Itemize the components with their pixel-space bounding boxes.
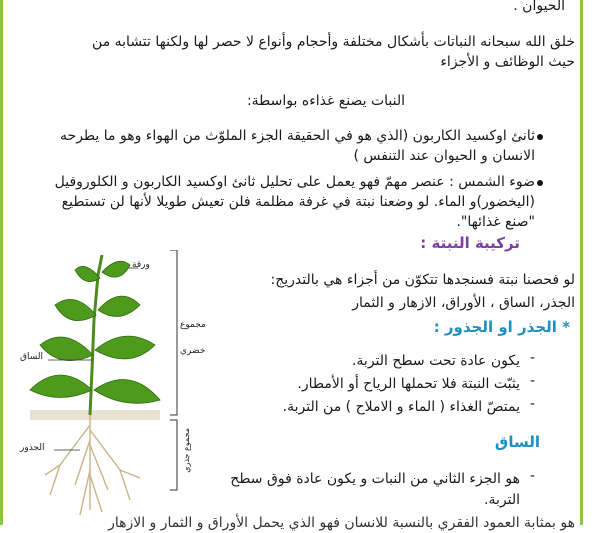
root-item-1: يكون عادة تحت سطح التربة. [351, 353, 520, 369]
stem-item1-line1: هو الجزء الثاني من النبات و يكون عادة فوق سطح [230, 471, 520, 487]
bullet-icon [537, 180, 543, 186]
soil-surface [30, 410, 160, 420]
dash: - [530, 350, 536, 366]
intro-line-2: حيث الوظائف و الأجزاء [440, 54, 575, 70]
label-root-system: مجموع جذري [182, 428, 191, 473]
label-shoot-system-1: مجموع [180, 320, 206, 330]
bullet2-line3: "صنع غذائها". [456, 214, 535, 230]
root-item-2: يثبّت النبتة فلا تحملها الرياح أو الأمطار. [297, 376, 520, 392]
dash: - [530, 468, 536, 484]
root-item-3: يمتصّ الغذاء ( الماء و الاملاح ) من التربة. [282, 399, 520, 415]
shoot-bracket [170, 250, 177, 415]
top-fragment: الحيوان . [513, 0, 565, 14]
bullet-icon [537, 134, 543, 140]
bullet2-line2: (اليخضور)و الماء. لو وضعنا نبتة في غرفة مظلمة فلن تعيش طويلا لأنها لن تستطيع [61, 194, 535, 210]
root-bracket [170, 420, 177, 490]
structure-line2: الجذر، الساق ، الأوراق، الازهار و الثمار [352, 295, 575, 311]
label-shoot-system-2: خضري [180, 346, 206, 356]
label-leaf: ورقة [132, 260, 150, 270]
stem-item1-line2: التربة. [484, 492, 520, 508]
bullet2-line1: ضوء الشمس : عنصر مهمّ فهو يعمل على تحليل ثانئ اوكسيد الكاربون و الكلوروفيل [54, 174, 535, 190]
bullet1-line2: الانسان و الحيوان عند التنفس ) [353, 148, 535, 164]
roots-drawing [45, 415, 140, 515]
roots-heading: * الجذر او الجذور : [433, 318, 570, 336]
structure-heading: تركيبة النبتة : [420, 234, 520, 252]
stem-heading: الساق [494, 433, 540, 451]
dash: - [530, 396, 536, 412]
structure-line1: لو فحصنا نبتة فسنجدها تتكوّن من أجزاء هي بالتدريج: [270, 272, 575, 288]
bottom-cut-line: هو بمثابة العمود الفقري بالنسبة للانسان فهو الذي يحمل الأوراق و الثمار و الازهار [108, 515, 575, 531]
label-stem: الساق [20, 352, 43, 362]
bullet1-line1: ثانئ اوكسيد الكاربون (الذي هو في الحقيقة الجزء الملوّث من الهواء وهو ما يطرحه [60, 128, 535, 144]
intro-line-1: خلق الله سبحانه النباتات بأشكال مختلفة وأحجام وأنواع لا حصر لها ولكنها تتشابه من [92, 34, 575, 50]
food-heading: النبات يصنع غذاءه بواسطة: [246, 93, 405, 109]
plant-diagram [20, 250, 210, 525]
plant-illustration [20, 250, 210, 525]
label-root: الجذور [20, 443, 45, 453]
dash: - [530, 373, 536, 389]
